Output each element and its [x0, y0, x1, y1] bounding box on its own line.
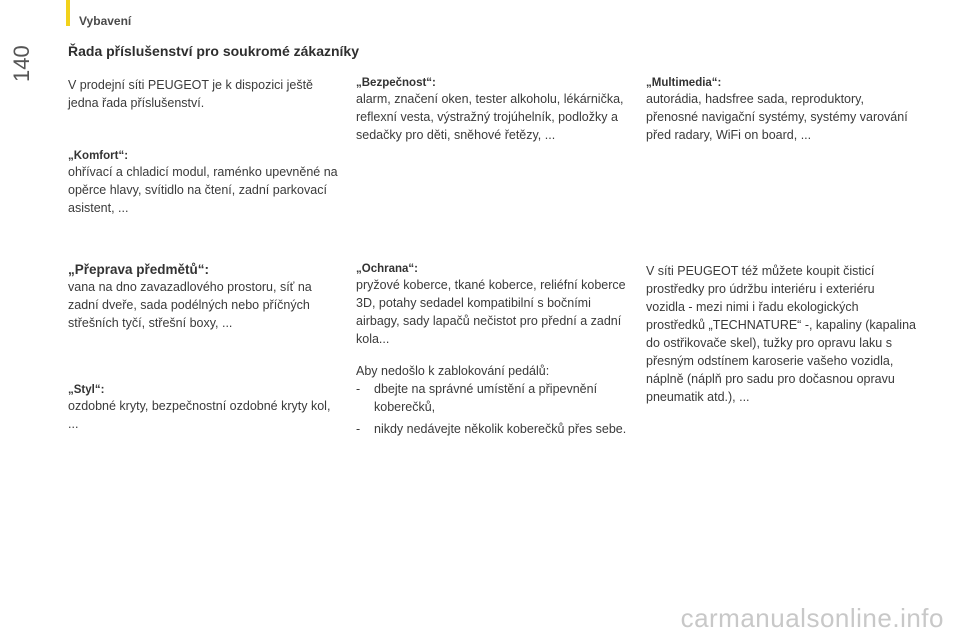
multimedia-text: autorádia, hadsfree sada, reproduktory, přenosné navigační systémy, systémy varování před radary, WiFi on board, ...	[646, 92, 908, 142]
section-title: Vybavení	[79, 14, 132, 28]
preprava-title: „Přeprava předmětů“:	[68, 262, 210, 277]
dash-bullet: -	[356, 422, 361, 436]
bezpecnost-title: „Bezpečnost“:	[356, 77, 436, 89]
section-accent-bar	[66, 0, 70, 26]
styl-block	[68, 383, 340, 433]
bezpecnost-text: alarm, značení oken, tester alkoholu, lékárnička, reflexní vesta, výstražný trojúhelník, podložky a sedačky pro děti, sněhové řetězy, ...	[356, 92, 624, 142]
komfort-block	[68, 149, 340, 217]
ochrana-note: Aby nedošlo k zablokování pedálů:	[356, 364, 550, 378]
komfort-title: „Komfort“:	[68, 150, 129, 162]
list-item-text: dbejte na správné umístění a připevnění koberečků,	[374, 382, 598, 414]
main-heading: Řada příslušenství pro soukromé zákazníky	[68, 43, 359, 59]
list-item	[356, 420, 628, 438]
list-item	[356, 380, 628, 416]
technature-text: V síti PEUGEOT též můžete koupit čisticí prostředky pro údržbu interiéru i exteriéru vozidla - mezi nimi i řadu ekologických prostředků „TECHNATURE“ -, kapaliny (kapalina do ostřikovače skel), tužky pro opravu laku s přesným odstínem karoserie vašeho vozidla, náplně (náplň pro sadu pro dočasnou opravu pneumatik atd.), ...	[646, 264, 916, 404]
komfort-text: ohřívací a chladicí modul, raménko upevněné na opěrce hlavy, svítidlo na čtení, zadní parkovací asistent, ...	[68, 165, 338, 215]
ochrana-list	[356, 380, 628, 438]
list-item-text: nikdy nedávejte několik koberečků přes sebe.	[374, 422, 627, 436]
bezpecnost-block	[356, 76, 628, 144]
preprava-text: vana na dno zavazadlového prostoru, síť na zadní dveře, sada podélných nebo příčných střešních tyčí, střešní boxy, ...	[68, 280, 312, 330]
ochrana-block	[356, 262, 628, 442]
styl-title: „Styl“:	[68, 384, 105, 396]
technature-block	[646, 262, 916, 406]
dash-bullet: -	[356, 382, 361, 396]
multimedia-block	[646, 76, 916, 144]
preprava-block	[68, 262, 340, 332]
styl-text: ozdobné kryty, bezpečnostní ozdobné kryty kol, ...	[68, 399, 331, 431]
watermark: carmanualsonline.info	[680, 603, 944, 633]
ochrana-text: pryžové koberce, tkané koberce, reliéfní koberce 3D, potahy sedadel kompatibilní s bočními airbagy, sady lapačů nečistot pro přední a zadní kola...	[356, 278, 626, 346]
intro-block	[68, 76, 340, 112]
page-number: 140	[9, 45, 34, 82]
multimedia-title: „Multimedia“:	[646, 77, 722, 89]
ochrana-title: „Ochrana“:	[356, 263, 418, 275]
intro-text: V prodejní síti PEUGEOT je k dispozici ještě jedna řada příslušenství.	[68, 78, 314, 110]
